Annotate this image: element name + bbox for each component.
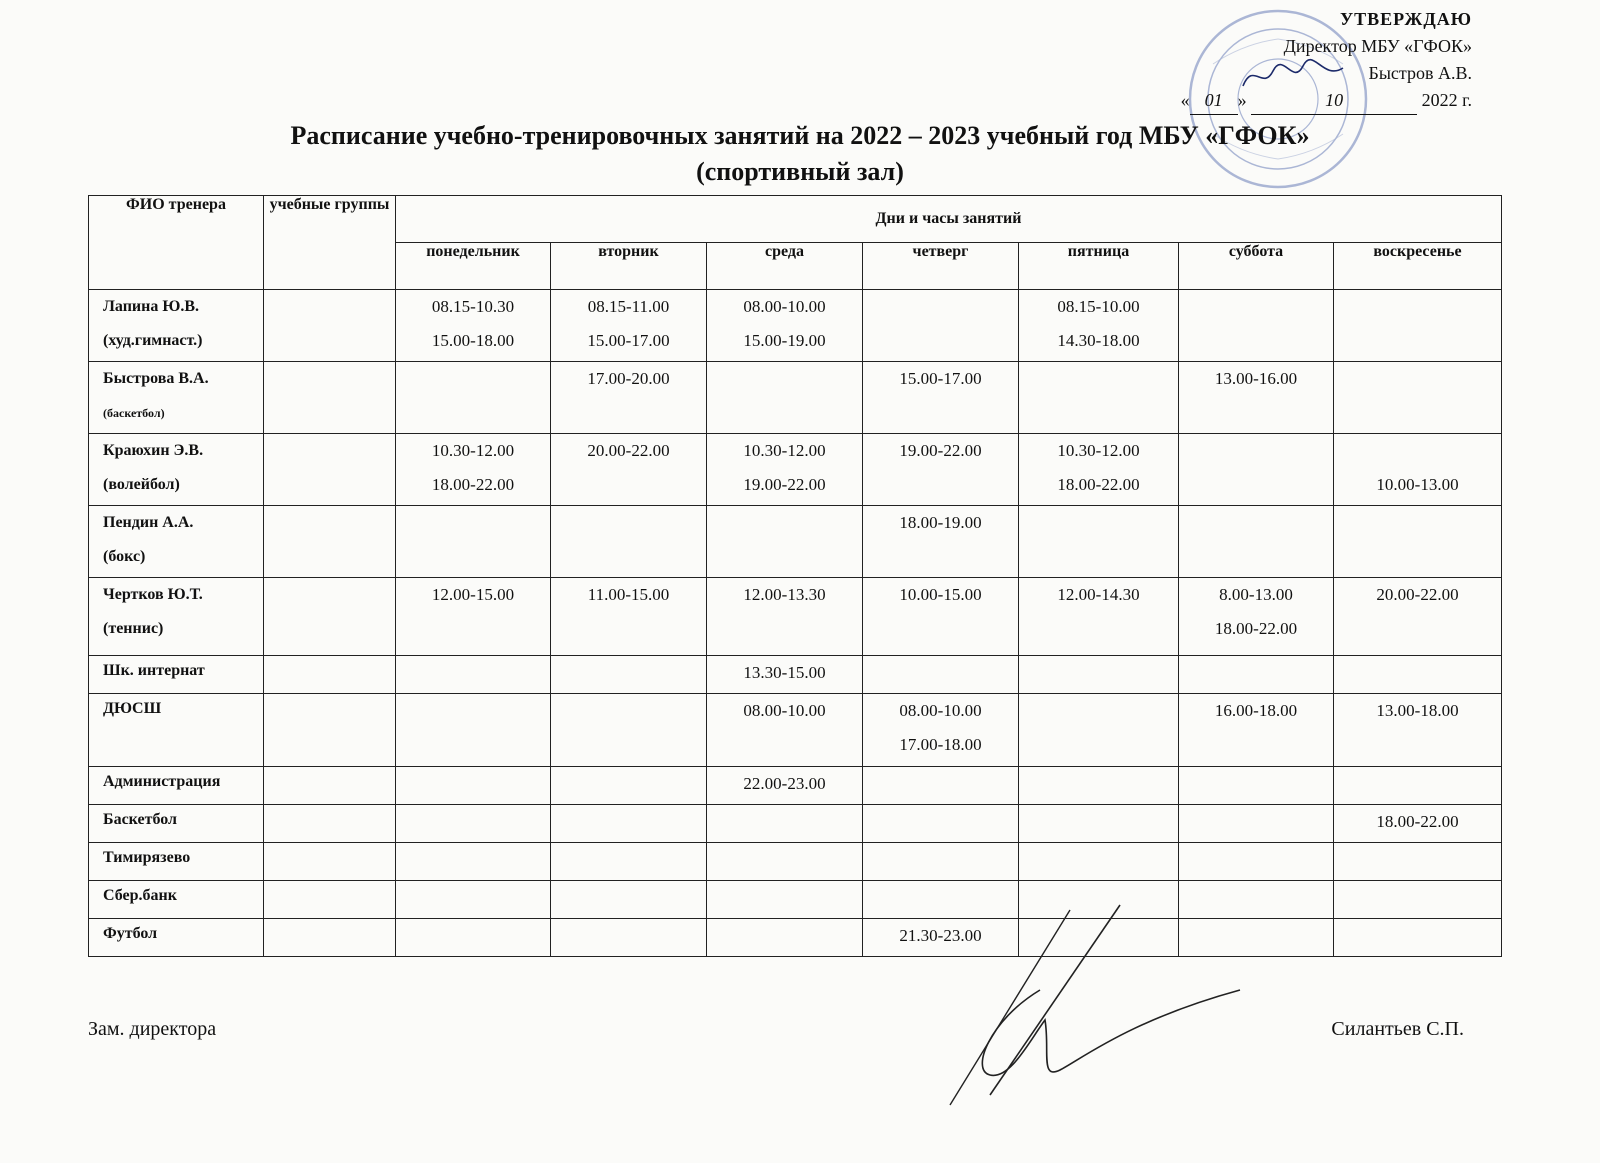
groups-cell (264, 919, 396, 957)
schedule-cell (863, 578, 1019, 656)
time-slot: 8.00-13.00 (1219, 585, 1293, 604)
schedule-cell (1179, 919, 1334, 957)
table-row (89, 843, 1502, 881)
deputy-title: Зам. директора (88, 1018, 217, 1040)
table-row (89, 881, 1502, 919)
trainer-sport: (волейбол) (103, 476, 180, 493)
time-slot: 17.00-18.00 (899, 735, 982, 754)
schedule-cell (1334, 434, 1502, 506)
time-slot: 13.30-15.00 (743, 663, 826, 682)
schedule-cell (396, 805, 551, 843)
time-slot: 10.30-12.00 (1057, 441, 1140, 460)
schedule-cell (551, 656, 707, 694)
title-line-1: Расписание учебно-тренировочных занятий на 2022 – 2023 учебный год МБУ «ГФОК» (290, 121, 1310, 150)
trainer-cell (89, 881, 264, 919)
groups-cell (264, 843, 396, 881)
approval-name: Быстров А.В. (1368, 63, 1472, 83)
schedule-cell (1019, 656, 1179, 694)
schedule-cell (1019, 578, 1179, 656)
schedule-cell (1179, 362, 1334, 434)
header-day-0: понедельник (396, 243, 551, 290)
time-slot: 21.30-23.00 (899, 926, 982, 945)
time-slot: 19.00-22.00 (743, 475, 826, 494)
time-slot: 12.00-15.00 (431, 585, 515, 604)
date-open-quote: « (1180, 90, 1190, 110)
schedule-cell (863, 290, 1019, 362)
trainer-cell (89, 767, 264, 805)
time-slot: 13.00-18.00 (1376, 701, 1459, 720)
header-trainer: ФИО тренера (89, 196, 264, 290)
groups-cell (264, 290, 396, 362)
schedule-cell (1179, 506, 1334, 578)
schedule-cell (707, 434, 863, 506)
trainer-cell (89, 434, 264, 506)
schedule-cell (863, 506, 1019, 578)
groups-cell (264, 434, 396, 506)
groups-cell (264, 694, 396, 767)
schedule-cell (1019, 805, 1179, 843)
time-slot: 08.00-10.00 (899, 701, 982, 720)
groups-cell (264, 578, 396, 656)
trainer-sport: (баскетбол) (103, 406, 165, 420)
schedule-cell (863, 694, 1019, 767)
schedule-cell (551, 506, 707, 578)
schedule-cell (396, 362, 551, 434)
time-slot: 10.00-13.00 (1376, 475, 1459, 494)
header-day-5: суббота (1179, 243, 1334, 290)
trainer-cell (89, 656, 264, 694)
table-row (89, 434, 1502, 506)
schedule-cell (707, 881, 863, 919)
approval-year: 2022 г. (1421, 90, 1472, 110)
schedule-table (88, 195, 1502, 957)
groups-cell (264, 656, 396, 694)
schedule-cell (707, 805, 863, 843)
time-slot: 15.00-19.00 (743, 331, 826, 350)
schedule-cell (551, 767, 707, 805)
time-slot: 15.00-17.00 (899, 369, 982, 388)
schedule-cell (1019, 290, 1179, 362)
time-slot: 08.00-10.00 (743, 701, 826, 720)
approval-heading: УТВЕРЖДАЮ (1339, 9, 1472, 29)
header-days: Дни и часы занятий (396, 196, 1502, 243)
schedule-cell (396, 881, 551, 919)
document-title (0, 118, 1600, 190)
schedule-cell (707, 919, 863, 957)
approval-day: 01 (1190, 87, 1238, 115)
schedule-cell (551, 694, 707, 767)
schedule-cell (1179, 767, 1334, 805)
schedule-cell (1179, 656, 1334, 694)
time-slot: 12.00-13.30 (743, 585, 826, 604)
time-slot: 08.00-10.00 (743, 297, 826, 316)
trainer-cell (89, 290, 264, 362)
time-slot: 13.00-16.00 (1214, 369, 1298, 388)
table-row (89, 578, 1502, 656)
schedule-cell (1334, 578, 1502, 656)
time-slot: 16.00-18.00 (1214, 701, 1298, 720)
schedule-cell (1179, 578, 1334, 656)
schedule-cell (1019, 919, 1179, 957)
schedule-cell (1179, 881, 1334, 919)
schedule-cell (707, 694, 863, 767)
schedule-cell (1019, 767, 1179, 805)
table-row (89, 694, 1502, 767)
schedule-cell (707, 656, 863, 694)
schedule-cell (551, 919, 707, 957)
header-day-6: воскресенье (1334, 243, 1502, 290)
schedule-cell (1179, 805, 1334, 843)
trainer-name: Футбол (103, 925, 158, 942)
schedule-cell (863, 434, 1019, 506)
time-slot: 20.00-22.00 (1376, 585, 1459, 604)
groups-cell (264, 767, 396, 805)
schedule-cell (396, 843, 551, 881)
schedule-cell (707, 506, 863, 578)
schedule-cell (551, 843, 707, 881)
schedule-cell (1334, 919, 1502, 957)
schedule-cell (707, 290, 863, 362)
trainer-sport: (худ.гимнаст.) (103, 332, 203, 349)
schedule-cell (1334, 843, 1502, 881)
schedule-cell (551, 578, 707, 656)
schedule-cell (1179, 290, 1334, 362)
table-row (89, 919, 1502, 957)
trainer-sport: (теннис) (103, 620, 164, 637)
title-line-2: (спортивный зал) (696, 157, 904, 186)
schedule-cell (396, 578, 551, 656)
time-slot: 08.15-10.00 (1057, 297, 1140, 316)
time-slot: 11.00-15.00 (587, 585, 670, 604)
trainer-name: Чертков Ю.Т. (103, 586, 203, 603)
time-slot: 17.00-20.00 (587, 369, 670, 388)
groups-cell (264, 881, 396, 919)
date-close-quote: » (1237, 90, 1247, 110)
time-slot: 20.00-22.00 (587, 441, 670, 460)
groups-cell (264, 362, 396, 434)
header-day-3: четверг (863, 243, 1019, 290)
approval-position: Директор МБУ «ГФОК» (1283, 36, 1472, 56)
schedule-cell (1334, 767, 1502, 805)
schedule-cell (1019, 506, 1179, 578)
table-row (89, 362, 1502, 434)
header-groups: учебные группы (264, 196, 396, 290)
schedule-cell (396, 506, 551, 578)
schedule-cell (707, 578, 863, 656)
trainer-name: Администрация (103, 773, 221, 790)
schedule-cell (551, 362, 707, 434)
schedule-cell (1019, 843, 1179, 881)
time-slot: 19.00-22.00 (899, 441, 982, 460)
trainer-name: Краюхин Э.В. (103, 442, 204, 459)
schedule-cell (707, 767, 863, 805)
header-day-2: среда (707, 243, 863, 290)
trainer-cell (89, 843, 264, 881)
trainer-cell (89, 694, 264, 767)
schedule-cell (863, 919, 1019, 957)
schedule-cell (1019, 694, 1179, 767)
approval-date (1181, 87, 1472, 115)
schedule-cell (1334, 694, 1502, 767)
table-row (89, 656, 1502, 694)
schedule-cell (863, 881, 1019, 919)
schedule-cell (863, 805, 1019, 843)
time-slot: 14.30-18.00 (1057, 331, 1140, 350)
schedule-cell (396, 434, 551, 506)
schedule-cell (863, 362, 1019, 434)
time-slot: 10.00-15.00 (899, 585, 982, 604)
schedule-cell (551, 881, 707, 919)
trainer-name: Пендин А.А. (103, 514, 194, 531)
header-row-top (89, 196, 1502, 243)
trainer-name: Тимирязево (103, 849, 191, 866)
schedule-cell (396, 290, 551, 362)
schedule-cell (551, 290, 707, 362)
schedule-cell (396, 694, 551, 767)
trainer-cell (89, 578, 264, 656)
schedule-cell (396, 656, 551, 694)
time-slot: 18.00-22.00 (1214, 619, 1298, 638)
trainer-cell (89, 362, 264, 434)
time-slot (1334, 434, 1501, 468)
schedule-cell (1179, 843, 1334, 881)
trainer-name: ДЮСШ (103, 700, 162, 717)
time-slot: 10.30-12.00 (743, 441, 826, 460)
schedule-cell (1334, 805, 1502, 843)
time-slot: 18.00-19.00 (899, 513, 982, 532)
schedule-cell (551, 805, 707, 843)
schedule-body (89, 290, 1502, 957)
trainer-name: Быстрова В.А. (103, 370, 209, 387)
trainer-cell (89, 805, 264, 843)
time-slot: 15.00-18.00 (431, 331, 515, 350)
trainer-name: Сбер.банк (103, 887, 177, 904)
schedule-cell (396, 919, 551, 957)
header-day-4: пятница (1019, 243, 1179, 290)
trainer-cell (89, 506, 264, 578)
schedule-cell (1334, 362, 1502, 434)
schedule-cell (707, 362, 863, 434)
schedule-cell (863, 843, 1019, 881)
table-row (89, 767, 1502, 805)
schedule-cell (551, 434, 707, 506)
schedule-cell (1179, 694, 1334, 767)
schedule-cell (1334, 506, 1502, 578)
time-slot: 18.00-22.00 (431, 475, 515, 494)
schedule-cell (1334, 290, 1502, 362)
time-slot: 08.15-11.00 (587, 297, 670, 316)
approval-block (1180, 9, 1472, 115)
groups-cell (264, 805, 396, 843)
schedule-cell (1019, 362, 1179, 434)
schedule-cell (707, 843, 863, 881)
time-slot: 22.00-23.00 (743, 774, 826, 793)
trainer-cell (89, 919, 264, 957)
schedule-cell (1019, 434, 1179, 506)
schedule-cell (863, 767, 1019, 805)
time-slot: 12.00-14.30 (1057, 585, 1140, 604)
time-slot: 10.30-12.00 (431, 441, 515, 460)
schedule-cell (1334, 656, 1502, 694)
trainer-sport: (бокс) (103, 548, 146, 565)
schedule-cell (1334, 881, 1502, 919)
schedule-cell (1179, 434, 1334, 506)
groups-cell (264, 506, 396, 578)
table-row (89, 805, 1502, 843)
trainer-name: Шк. интернат (103, 662, 205, 679)
header-day-1: вторник (551, 243, 707, 290)
schedule-cell (863, 656, 1019, 694)
time-slot: 18.00-22.00 (1057, 475, 1140, 494)
table-row (89, 506, 1502, 578)
approval-month: 10 (1251, 87, 1417, 115)
schedule-cell (1019, 881, 1179, 919)
time-slot: 15.00-17.00 (587, 331, 670, 350)
deputy-name: Силантьев С.П. (1331, 1018, 1464, 1040)
trainer-name: Баскетбол (103, 811, 178, 828)
time-slot: 18.00-22.00 (1376, 812, 1459, 831)
time-slot: 08.15-10.30 (431, 297, 515, 316)
table-row (89, 290, 1502, 362)
trainer-name: Лапина Ю.В. (103, 298, 200, 315)
schedule-cell (396, 767, 551, 805)
